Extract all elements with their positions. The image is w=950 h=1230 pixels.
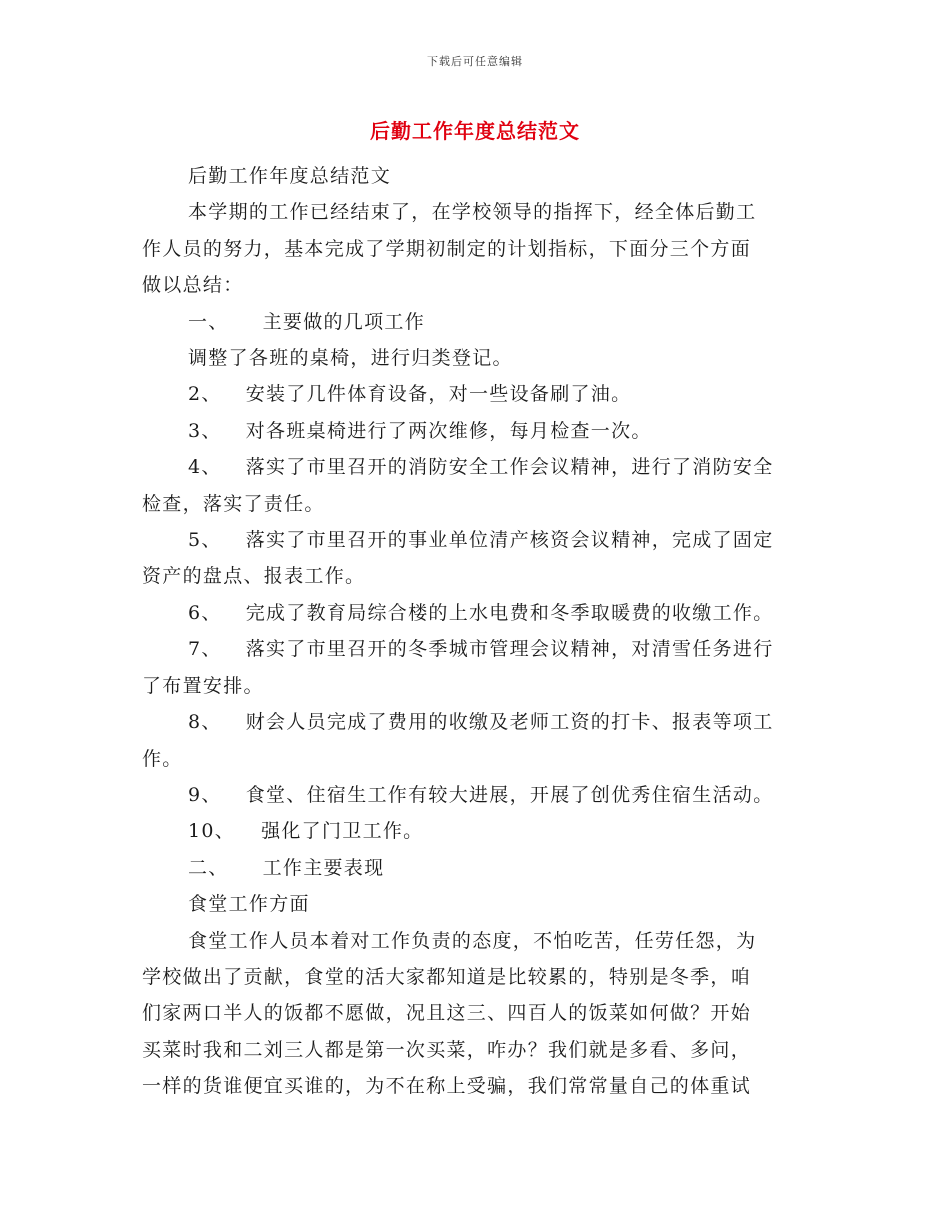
- paragraph-line: 作。: [142, 747, 183, 770]
- paragraph-line: 买菜时我和二刘三人都是第一次买菜，咋办？我们就是多看、多问，: [142, 1038, 752, 1061]
- list-number: 9、: [188, 783, 222, 806]
- list-number: 6、: [188, 601, 222, 624]
- list-number: 4、: [188, 456, 222, 479]
- paragraph-line: 后勤工作年度总结范文: [188, 165, 392, 187]
- list-item: [142, 704, 808, 740]
- list-item: [142, 376, 808, 412]
- list-item: [142, 777, 808, 813]
- paragraph-line: 检查，落实了责任。: [142, 492, 325, 515]
- paragraph-line: 做以总结：: [142, 274, 244, 297]
- list-item: [142, 522, 808, 558]
- list-item-text: 食堂、住宿生工作有较大进展，开展了创优秀住宿生活动。: [245, 783, 774, 806]
- section-heading-text: 工作主要表现: [262, 856, 385, 879]
- list-item-text: 落实了市里召开的冬季城市管理会议精神，对清雪任务进行: [245, 638, 774, 661]
- list-number: 8、: [188, 711, 222, 734]
- paragraph-line: 学校做出了贡献，食堂的活大家都知道是比较累的，特别是冬季，咱: [142, 965, 752, 988]
- list-item-text: 对各班桌椅进行了两次维修，每月检查一次。: [245, 419, 652, 442]
- list-number: 5、: [188, 529, 222, 552]
- list-item-text: 强化了门卫工作。: [261, 820, 424, 843]
- list-item: [142, 595, 808, 631]
- list-item: [142, 813, 808, 849]
- list-item-text: 安装了几件体育设备，对一些设备刷了油。: [245, 383, 632, 406]
- paragraph-line: 资产的盘点、报表工作。: [142, 565, 366, 588]
- paragraph-line: 作人员的努力，基本完成了学期初制定的计划指标，下面分三个方面: [142, 237, 752, 260]
- list-item-text: 落实了市里召开的消防安全工作会议精神，进行了消防安全: [245, 456, 774, 479]
- section-heading: [142, 304, 808, 340]
- paragraph-line: 食堂工作人员本着对工作负责的态度，不怕吃苦，任劳任怨，为: [188, 929, 757, 952]
- list-number: 7、: [188, 638, 222, 661]
- list-item-text: 落实了市里召开的事业单位清产核资会议精神，完成了固定: [245, 529, 774, 552]
- paragraph-line: 们家两口半人的饭都不愿做，况且这三、四百人的饭菜如何做？开始: [142, 1002, 752, 1025]
- section-heading-text: 主要做的几项工作: [262, 310, 426, 333]
- section-heading: [142, 850, 808, 886]
- paragraph-line: 调整了各班的桌椅，进行归类登记。: [188, 347, 513, 370]
- list-number: 2、: [188, 383, 222, 406]
- list-number: 3、: [188, 419, 222, 442]
- list-item: [142, 449, 808, 485]
- paragraph-line: 一样的货谁便宜买谁的，为不在称上受骗，我们常常量自己的体重试: [142, 1075, 752, 1098]
- list-item-text: 完成了教育局综合楼的上水电费和冬季取暖费的收缴工作。: [245, 601, 774, 624]
- list-item: [142, 413, 808, 449]
- section-number: 二、: [188, 856, 229, 879]
- list-item: [142, 631, 808, 667]
- paragraph-line: 了布置安排。: [142, 674, 264, 697]
- paragraph-line: 本学期的工作已经结束了，在学校领导的指挥下，经全体后勤工: [188, 201, 757, 224]
- subsection-heading: 食堂工作方面: [188, 893, 310, 916]
- section-number: 一、: [188, 310, 229, 333]
- header-note: 下载后可任意编辑: [427, 55, 523, 68]
- document-title: 后勤工作年度总结范文: [370, 119, 580, 143]
- list-item-text: 财会人员完成了费用的收缴及老师工资的打卡、报表等项工: [245, 711, 774, 734]
- document-body: [142, 158, 808, 1105]
- list-number: 10、: [188, 820, 236, 843]
